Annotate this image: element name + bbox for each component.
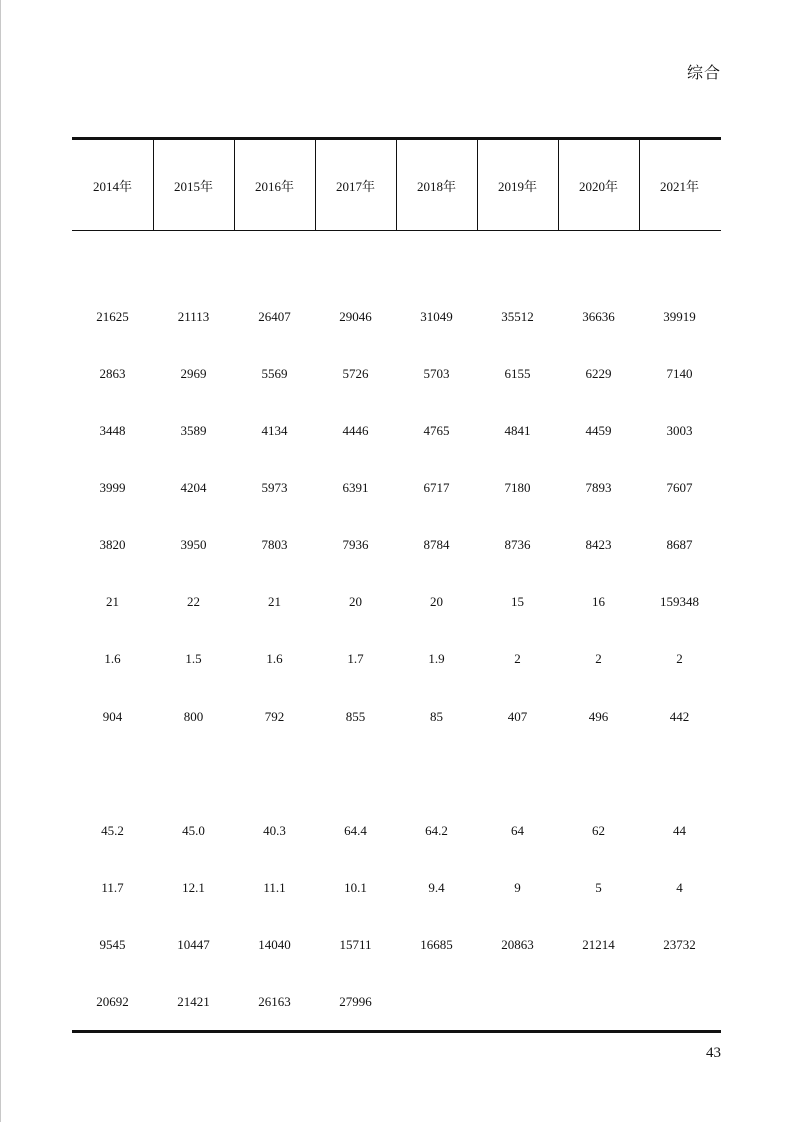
table-cell: 407 bbox=[507, 709, 528, 724]
table-cell: 9 bbox=[514, 880, 521, 895]
page-number: 43 bbox=[706, 1045, 721, 1061]
table-cell: 10447 bbox=[177, 937, 210, 952]
table-cell: 1.7 bbox=[347, 651, 364, 666]
header-cell: 2015年 bbox=[173, 178, 213, 194]
table-cell: 6717 bbox=[423, 480, 450, 495]
table-cell: 5703 bbox=[423, 366, 450, 381]
table-cell: 9.4 bbox=[428, 880, 445, 895]
table-cell: 20692 bbox=[96, 994, 129, 1009]
table-cell: 7140 bbox=[666, 366, 693, 381]
table-cell: 21421 bbox=[177, 994, 210, 1009]
table-cell: 11.1 bbox=[263, 880, 286, 895]
table-cell: 1.5 bbox=[185, 651, 202, 666]
column-divider bbox=[234, 140, 235, 230]
table-cell: 3820 bbox=[99, 537, 126, 552]
table-cell: 6391 bbox=[342, 480, 369, 495]
table-cell: 3950 bbox=[180, 537, 207, 552]
table-cell: 23732 bbox=[663, 937, 696, 952]
header-cell: 2018年 bbox=[416, 178, 456, 194]
table-cell: 904 bbox=[102, 709, 123, 724]
table-cell: 15711 bbox=[339, 937, 372, 952]
table-cell: 2 bbox=[514, 651, 521, 666]
table-cell: 4459 bbox=[585, 423, 612, 438]
table-cell: 21113 bbox=[177, 309, 210, 324]
table-cell: 3003 bbox=[666, 423, 693, 438]
page-edge bbox=[0, 0, 1, 1122]
table-cell: 39919 bbox=[663, 309, 696, 324]
table-cell: 27996 bbox=[339, 994, 372, 1009]
table-cell: 7607 bbox=[666, 480, 693, 495]
table-cell: 8784 bbox=[423, 537, 450, 552]
table-cell: 21625 bbox=[96, 309, 129, 324]
header-cell: 2014年 bbox=[92, 178, 132, 194]
table-cell: 64.2 bbox=[425, 823, 448, 838]
table-cell: 855 bbox=[345, 709, 366, 724]
column-divider bbox=[639, 140, 640, 230]
table-cell: 7893 bbox=[585, 480, 612, 495]
table-cell: 9545 bbox=[99, 937, 126, 952]
table-cell: 3589 bbox=[180, 423, 207, 438]
table-cell: 2969 bbox=[180, 366, 207, 381]
table-cell: 3448 bbox=[99, 423, 126, 438]
column-divider bbox=[558, 140, 559, 230]
table-cell: 3999 bbox=[99, 480, 126, 495]
table-cell: 5973 bbox=[261, 480, 288, 495]
table-cell: 4204 bbox=[180, 480, 207, 495]
table-cell: 36636 bbox=[582, 309, 615, 324]
table-cell: 2 bbox=[676, 651, 683, 666]
table-cell: 16 bbox=[592, 594, 605, 609]
table-cell: 8687 bbox=[666, 537, 693, 552]
header-cell: 2020年 bbox=[578, 178, 618, 194]
table-cell: 4134 bbox=[261, 423, 288, 438]
table-cell: 21 bbox=[106, 594, 119, 609]
table-cell: 1.6 bbox=[266, 651, 283, 666]
section-label: 综合 bbox=[686, 63, 721, 82]
header-cell: 2016年 bbox=[254, 178, 294, 194]
table-cell: 1.9 bbox=[428, 651, 445, 666]
table-cell: 5 bbox=[595, 880, 602, 895]
table-cell: 8736 bbox=[504, 537, 531, 552]
table-cell: 21 bbox=[268, 594, 281, 609]
table-cell: 2863 bbox=[99, 366, 126, 381]
table-cell: 29046 bbox=[339, 309, 372, 324]
table-cell: 6155 bbox=[504, 366, 531, 381]
table-cell: 4841 bbox=[504, 423, 531, 438]
table-cell: 4 bbox=[676, 880, 683, 895]
table-cell: 62 bbox=[592, 823, 605, 838]
table-cell: 496 bbox=[588, 709, 609, 724]
table-cell: 20 bbox=[349, 594, 362, 609]
table-cell: 1.6 bbox=[104, 651, 121, 666]
table-cell: 8423 bbox=[585, 537, 612, 552]
table-cell: 15 bbox=[511, 594, 524, 609]
table-cell: 7803 bbox=[261, 537, 288, 552]
table-cell: 6229 bbox=[585, 366, 612, 381]
table-cell: 5569 bbox=[261, 366, 288, 381]
table-cell: 10.1 bbox=[344, 880, 367, 895]
table-cell: 64 bbox=[511, 823, 524, 838]
table-cell: 7180 bbox=[504, 480, 531, 495]
table-cell: 442 bbox=[669, 709, 690, 724]
table-cell: 85 bbox=[430, 709, 443, 724]
table-cell: 21214 bbox=[582, 937, 615, 952]
table-cell: 26407 bbox=[258, 309, 291, 324]
table-cell: 12.1 bbox=[182, 880, 205, 895]
table-cell: 45.0 bbox=[182, 823, 205, 838]
table-cell: 20863 bbox=[501, 937, 534, 952]
table-cell: 40.3 bbox=[263, 823, 286, 838]
table-cell: 2 bbox=[595, 651, 602, 666]
table-cell: 16685 bbox=[420, 937, 453, 952]
table-cell: 800 bbox=[183, 709, 204, 724]
table-cell: 5726 bbox=[342, 366, 369, 381]
table-cell: 31049 bbox=[420, 309, 453, 324]
table-cell: 4765 bbox=[423, 423, 450, 438]
table-cell: 11.7 bbox=[101, 880, 124, 895]
table-cell: 22 bbox=[187, 594, 200, 609]
table-cell: 14040 bbox=[258, 937, 291, 952]
column-divider bbox=[153, 140, 154, 230]
column-divider bbox=[315, 140, 316, 230]
table-cell: 44 bbox=[673, 823, 686, 838]
table-cell: 20 bbox=[430, 594, 443, 609]
column-divider bbox=[396, 140, 397, 230]
table-cell: 45.2 bbox=[101, 823, 124, 838]
table-bottom-rule bbox=[72, 1030, 721, 1033]
header-cell: 2021年 bbox=[659, 178, 699, 194]
table-header-rule bbox=[72, 230, 721, 231]
table-cell: 792 bbox=[264, 709, 285, 724]
table-cell: 159348 bbox=[660, 594, 699, 609]
header-cell: 2019年 bbox=[497, 178, 537, 194]
table-cell: 35512 bbox=[501, 309, 534, 324]
table-cell: 7936 bbox=[342, 537, 369, 552]
table-cell: 26163 bbox=[258, 994, 291, 1009]
table-cell: 64.4 bbox=[344, 823, 367, 838]
header-cell: 2017年 bbox=[335, 178, 375, 194]
table-cell: 4446 bbox=[342, 423, 369, 438]
column-divider bbox=[477, 140, 478, 230]
